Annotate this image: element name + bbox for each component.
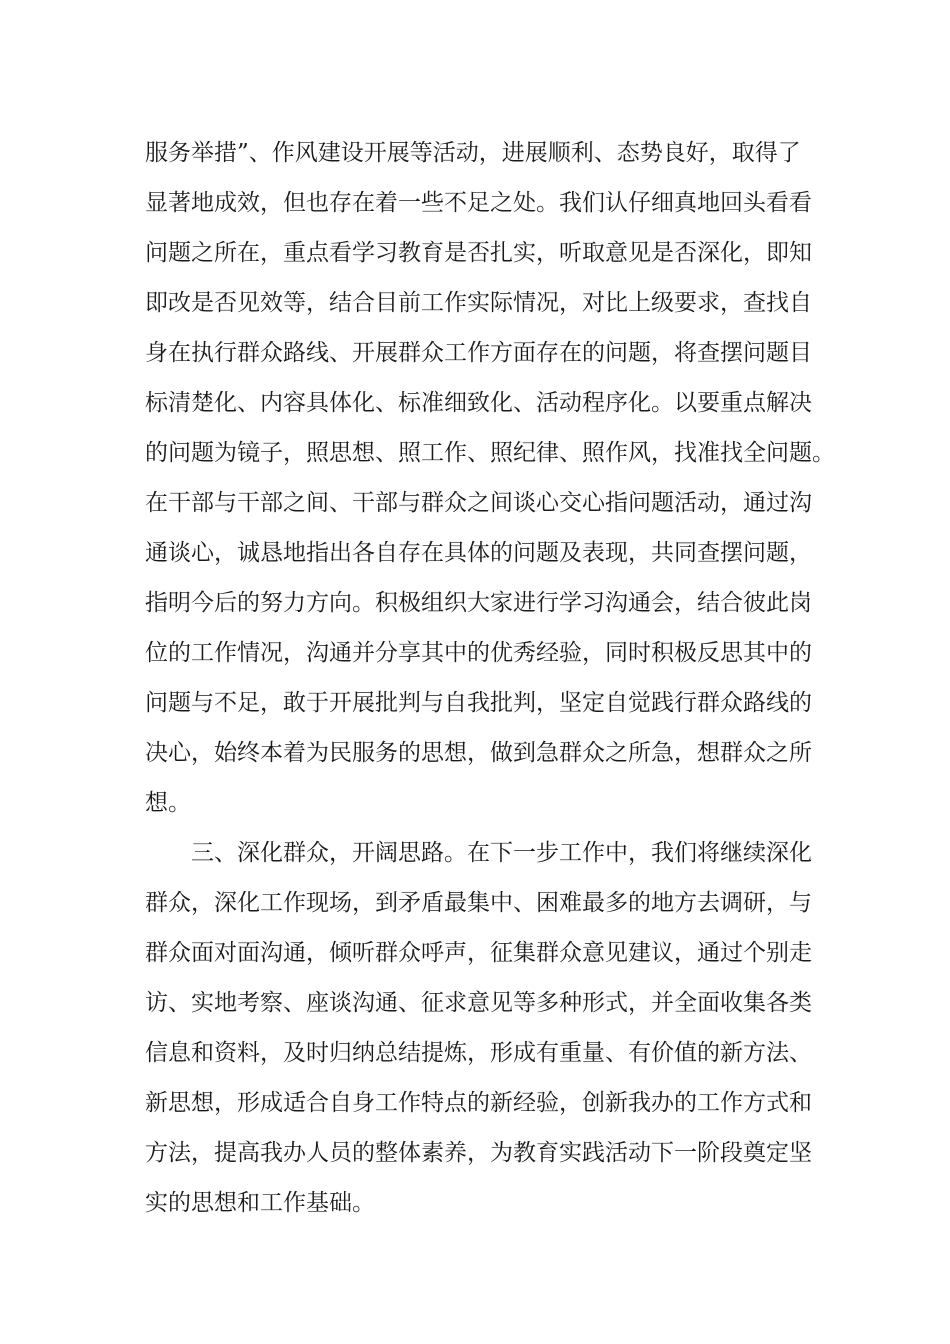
text-line: 身在执行群众路线、开展群众工作方面存在的问题，将查摆问题目	[145, 340, 812, 366]
paragraph-continuation	[145, 128, 835, 828]
text-line: 群众，深化工作现场，到矛盾最集中、困难最多的地方去调研，与	[145, 890, 812, 916]
document-body	[145, 128, 835, 1228]
text-line: 访、实地考察、座谈沟通、征求意见等多种形式，并全面收集各类	[145, 990, 812, 1016]
text-line: 新思想，形成适合自身工作特点的新经验，创新我办的工作方式和	[145, 1090, 812, 1116]
text-line: 信息和资料，及时归纳总结提炼，形成有重量、有价值的新方法、	[145, 1040, 812, 1066]
text-line: 问题之所在，重点看学习教育是否扎实，听取意见是否深化，即知	[145, 240, 812, 266]
text-line: 实的思想和工作基础。	[145, 1190, 375, 1216]
text-line: 显著地成效，但也存在着一些不足之处。我们认仔细真地回头看看	[145, 190, 812, 216]
text-line: 群众面对面沟通，倾听群众呼声，征集群众意见建议，通过个别走	[145, 940, 812, 966]
text-line: 想。	[145, 790, 191, 816]
text-line: 方法，提高我办人员的整体素养，为教育实践活动下一阶段奠定坚	[145, 1140, 812, 1166]
paragraph-section-three	[145, 828, 825, 1228]
text-line: 决心，始终本着为民服务的思想，做到急群众之所急，想群众之所	[145, 740, 812, 766]
text-line: 即改是否见效等，结合目前工作实际情况，对比上级要求，查找自	[145, 290, 812, 316]
text-line: 通谈心，诚恳地指出各自存在具体的问题及表现，共同查摆问题，	[145, 540, 812, 566]
text-line: 的问题为镜子，照思想、照工作、照纪律、照作风，找准找全问题。	[145, 440, 835, 466]
text-line: 位的工作情况，沟通并分享其中的优秀经验，同时积极反思其中的	[145, 640, 812, 666]
text-line: 指明今后的努力方向。积极组织大家进行学习沟通会，结合彼此岗	[145, 590, 812, 616]
text-line: 标清楚化、内容具体化、标准细致化、活动程序化。以要重点解决	[145, 390, 812, 416]
text-line: 问题与不足，敢于开展批判与自我批判，坚定自觉践行群众路线的	[145, 690, 812, 716]
section-three-heading-line: 三、深化群众，开阔思路。在下一步工作中，我们将继续深化	[191, 840, 812, 866]
text-line: 服务举措”、作风建设开展等活动，进展顺利、态势良好，取得了	[145, 140, 801, 166]
text-line: 在干部与干部之间、干部与群众之间谈心交心指问题活动，通过沟	[145, 490, 812, 516]
